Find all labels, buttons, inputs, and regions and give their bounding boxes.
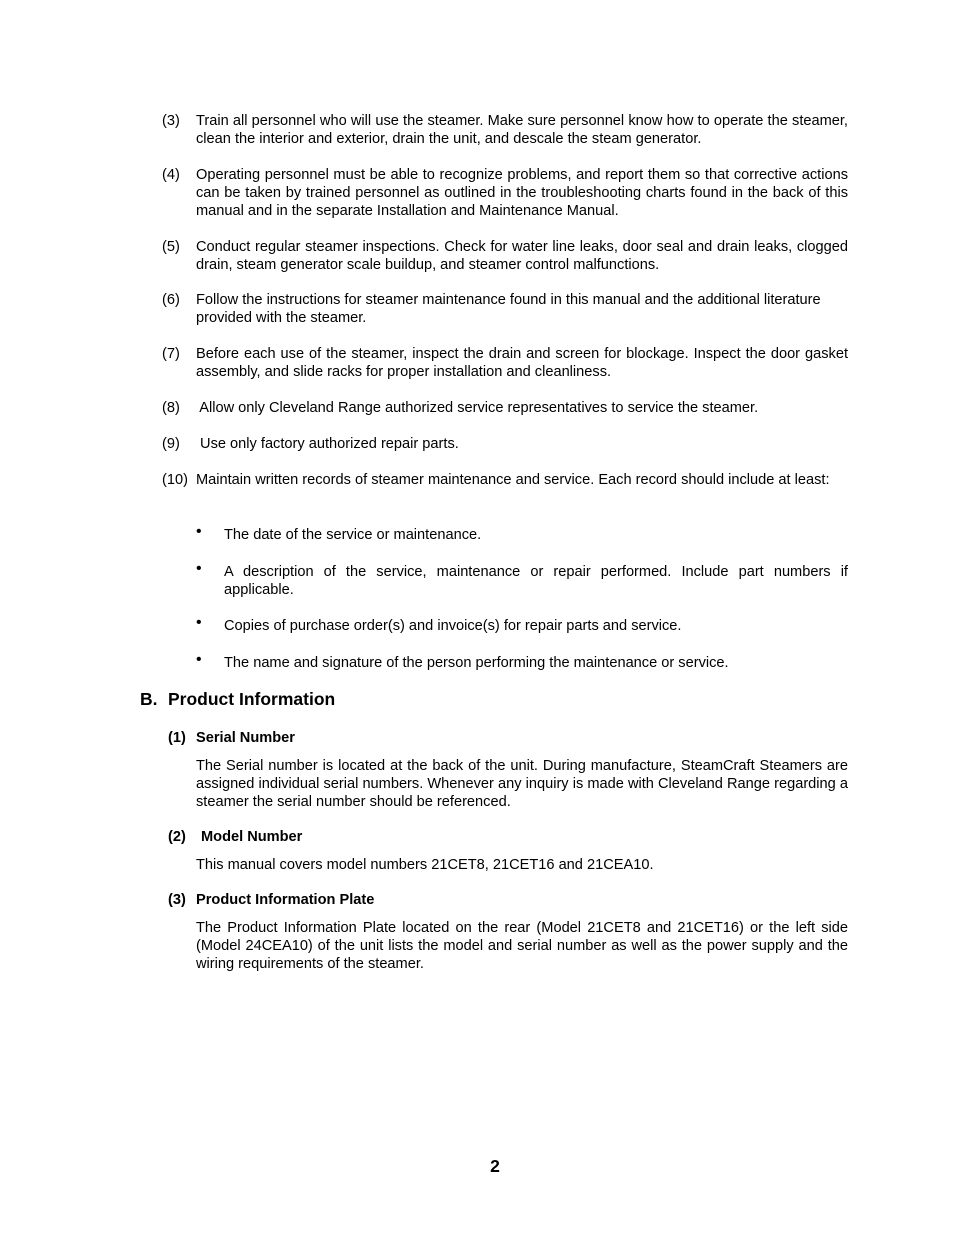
bullet-glyph: • (196, 614, 202, 631)
subsection-number: (3) (168, 892, 186, 908)
list-number: (7) (162, 346, 180, 362)
bullet-text: The date of the service or maintenance. (224, 527, 482, 543)
subsection-title: Product Information Plate (196, 892, 375, 908)
subsection-text: The Product Information Plate located on the rear (Model 21CET8 and 21CET16) or the left side (Model 24CEA10) of the unit lists the model and serial number as well as the power supply and the wiring requirements of the steamer. (196, 920, 848, 972)
bullet-glyph: • (196, 651, 202, 668)
bullet-item (196, 651, 848, 672)
section-letter: B. (140, 689, 158, 709)
list-item (162, 435, 848, 453)
list-item (162, 291, 848, 327)
subsection-title: Serial Number (196, 730, 295, 746)
list-number: (9) (162, 436, 180, 452)
bullet-item (196, 523, 848, 544)
subsection-number: (1) (168, 730, 186, 746)
subsection-number: (2) (168, 829, 186, 845)
list-number: (10) (162, 472, 188, 488)
list-number: (6) (162, 292, 180, 308)
list-text: Follow the instructions for steamer maintenance found in this manual and the additional literature provided with the steamer. (196, 292, 821, 326)
bullet-item (196, 614, 848, 635)
list-item (162, 345, 848, 381)
list-text: Conduct regular steamer inspections. Check for water line leaks, door seal and drain leaks, clogged drain, steam generator scale buildup, and steamer control malfunctions. (196, 239, 848, 273)
section-heading (140, 690, 335, 708)
subsection-text: This manual covers model numbers 21CET8, 21CET16 and 21CEA10. (196, 857, 654, 873)
subsection-heading (168, 729, 295, 747)
bullet-glyph: • (196, 560, 202, 577)
bullet-glyph: • (196, 523, 202, 540)
list-number: (5) (162, 239, 180, 255)
subsection-heading (168, 828, 302, 846)
bullet-text: Copies of purchase order(s) and invoice(s) for repair parts and service. (224, 618, 682, 634)
subsection-heading (168, 891, 374, 909)
bullet-item (196, 560, 848, 599)
list-text: Allow only Cleveland Range authorized service representatives to service the steamer. (196, 400, 759, 416)
list-text: Use only factory authorized repair parts. (196, 436, 459, 452)
list-text: Maintain written records of steamer maintenance and service. Each record should include at least: (196, 472, 830, 488)
list-item (162, 471, 848, 489)
list-number: (3) (162, 113, 180, 129)
list-text: Before each use of the steamer, inspect the drain and screen for blockage. Inspect the door gasket assembly, and slide racks for proper installation and cleanliness. (196, 346, 848, 380)
page-number: 2 (490, 1156, 500, 1176)
list-item (162, 238, 848, 274)
list-item (162, 112, 848, 148)
list-item (162, 399, 848, 417)
list-item (162, 166, 848, 220)
bullet-text: A description of the service, maintenance or repair performed. Include part numbers if applicable. (224, 564, 848, 598)
list-number: (8) (162, 400, 180, 416)
list-text: Train all personnel who will use the steamer. Make sure personnel know how to operate the steamer, clean the interior and exterior, drain the unit, and descale the steam generator. (196, 113, 848, 147)
list-text: Operating personnel must be able to recognize problems, and report them so that corrective actions can be taken by trained personnel as outlined in the troubleshooting charts found in the back of this manual and in the separate Installation and Maintenance Manual. (196, 167, 848, 219)
bullet-text: The name and signature of the person performing the maintenance or service. (224, 655, 729, 671)
section-title: Product Information (168, 689, 336, 709)
list-number: (4) (162, 167, 180, 183)
subsection-text: The Serial number is located at the back of the unit. During manufacture, SteamCraft Steamers are assigned individual serial numbers. Whenever any inquiry is made with Cleveland Range regarding a steamer the serial number should be referenced. (196, 758, 848, 810)
subsection-title: Model Number (201, 829, 303, 845)
